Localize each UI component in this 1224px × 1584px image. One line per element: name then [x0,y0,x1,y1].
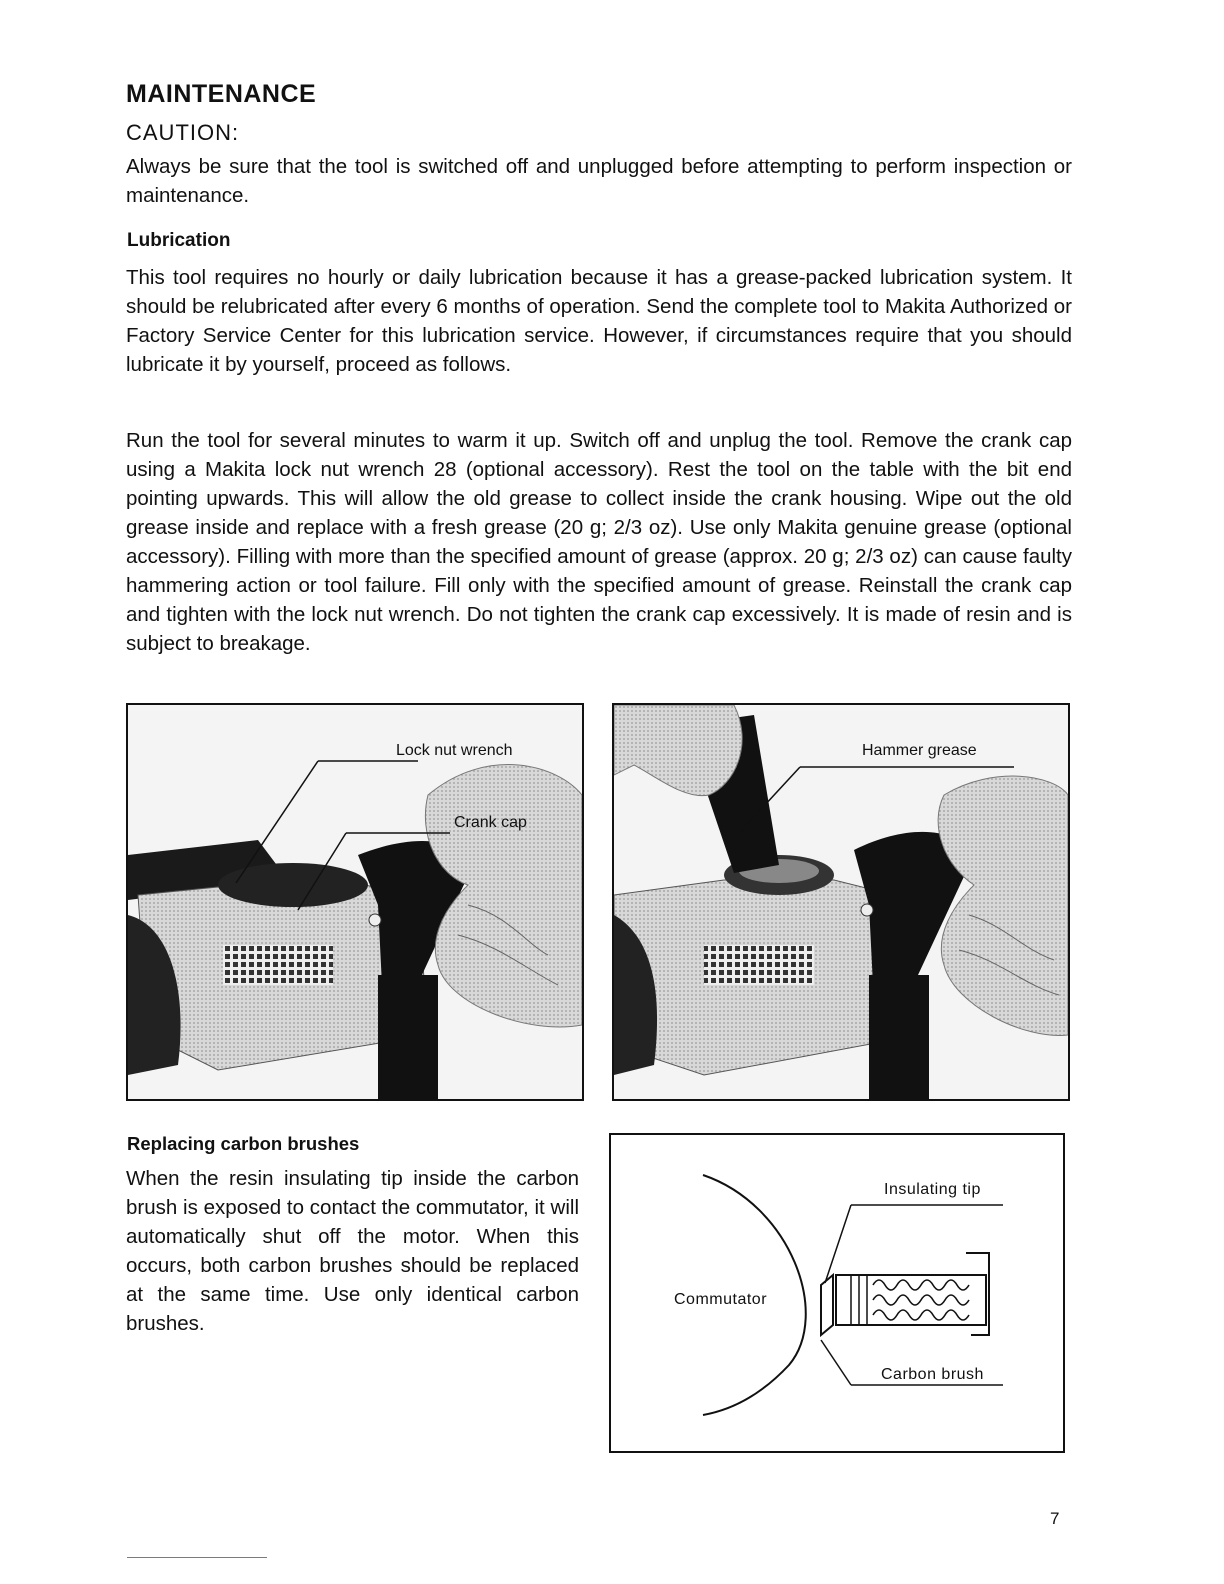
crank-cap-removal-illustration [128,705,582,1099]
grease-application-photo [612,703,1070,1101]
caution-text: Always be sure that the tool is switched off and unplugged before attempting to perform inspection or maintenance. [126,155,1072,207]
carbon-brush-label: Carbon brush [881,1366,984,1383]
lubrication-paragraph-1: This tool requires no hourly or daily lubrication because it has a grease-packed lubrication system. It should be relubricated after every 6 months of operation. Send the complete tool to Makita Authorized or Factory Service Center for this lubrication service. However, if circumstances require that you should lubricate it by yourself, proceed as follows. [126,266,1072,376]
crank-cap-removal-photo [126,703,584,1101]
commutator-label: Commutator [674,1291,768,1308]
lubrication-heading: Lubrication [127,230,231,251]
insulating-tip-label: Insulating tip [884,1181,981,1198]
hammer-grease-label: Hammer grease [862,742,977,759]
crank-cap-label: Crank cap [454,814,527,831]
carbon-brushes-text: When the resin insulating tip inside the carbon brush is exposed to contact the commutator, it will automatically shut off the motor. When this occurs, both carbon brushes should be replaced at the same time. Use only identical carbon brushes. [126,1167,579,1335]
footer-rule [127,1557,267,1558]
grease-application-illustration [614,705,1068,1099]
lubrication-paragraph-2: Run the tool for several minutes to warm it up. Switch off and unplug the tool. Remove the crank cap using a Makita lock nut wrench 28 (optional accessory). Rest the tool on the table with the bit end pointing upwards. This will allow the old grease to collect inside the crank housing. Wipe out the old grease inside and replace with a fresh grease (20 g; 2/3 oz). Use only Makita genuine grease (optional accessory). Filling with more than the specified amount of grease (approx. 20 g; 2/3 oz) can cause faulty hammering action or tool failure. Fill only with the specified amount of grease. Reinstall the crank cap and tighten with the lock nut wrench. Do not tighten the crank cap excessively. It is made of resin and is subject to breakage. [126,429,1072,655]
carbon-brush-diagram [609,1133,1065,1453]
lock-nut-wrench-label: Lock nut wrench [396,742,513,759]
carbon-brushes-heading: Replacing carbon brushes [127,1133,360,1154]
page-title: MAINTENANCE [126,80,317,108]
caution-heading: CAUTION: [126,120,240,145]
page-number: 7 [1050,1509,1060,1528]
